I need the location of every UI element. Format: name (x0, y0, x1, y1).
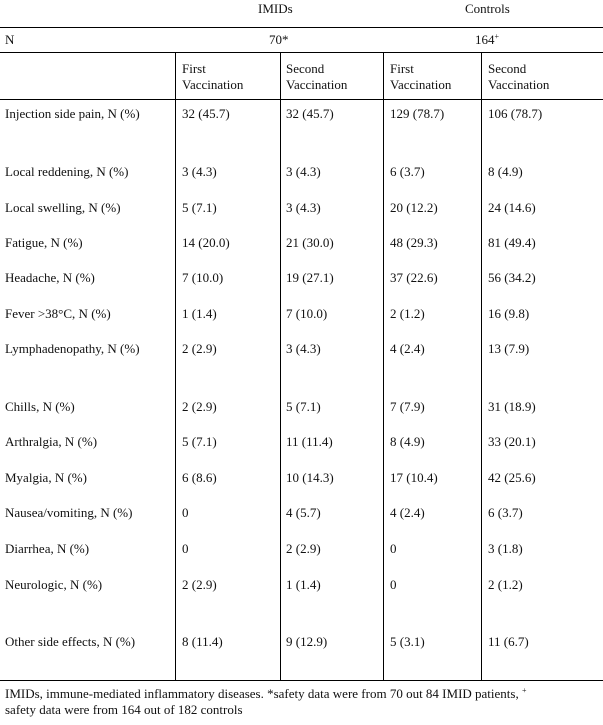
row-label: Fatigue, N (%) (5, 235, 83, 250)
cell-ctrl-second: 33 (20.1) (488, 434, 536, 449)
row-label: Local reddening, N (%) (5, 164, 129, 179)
row-label: Nausea/vomiting, N (%) (5, 505, 133, 520)
cell-imid-first: 32 (45.7) (182, 106, 230, 121)
cell-ctrl-first: 0 (390, 541, 397, 556)
cell-imid-first: 0 (182, 541, 189, 556)
cell-ctrl-first: 129 (78.7) (390, 106, 445, 121)
cell-ctrl-first: 8 (4.9) (390, 434, 425, 449)
group-header-controls: Controls (465, 1, 510, 16)
divider-1 (175, 53, 176, 680)
cell-ctrl-first: 20 (12.2) (390, 200, 438, 215)
rule-bottom (0, 680, 603, 681)
cell-ctrl-first: 4 (2.4) (390, 505, 425, 520)
row-label: Headache, N (%) (5, 270, 95, 285)
cell-imid-second: 9 (12.9) (286, 634, 328, 649)
footnote-superscript: + (521, 686, 527, 695)
cell-ctrl-second: 106 (78.7) (488, 106, 543, 121)
cell-ctrl-second: 11 (6.7) (488, 634, 529, 649)
col-ctrl-first-header (390, 61, 451, 93)
cell-imid-first: 2 (2.9) (182, 577, 217, 592)
cell-ctrl-second: 6 (3.7) (488, 505, 523, 520)
cell-ctrl-second: 24 (14.6) (488, 200, 536, 215)
rule-top (0, 27, 603, 28)
cell-ctrl-second: 31 (18.9) (488, 399, 536, 414)
rule-under-n (0, 52, 603, 53)
cell-ctrl-first: 0 (390, 577, 397, 592)
cell-ctrl-first: 37 (22.6) (390, 270, 438, 285)
cell-imid-first: 2 (2.9) (182, 341, 217, 356)
cell-imid-second: 7 (10.0) (286, 306, 328, 321)
cell-ctrl-second: 56 (34.2) (488, 270, 536, 285)
cell-imid-first: 2 (2.9) (182, 399, 217, 414)
row-label: Fever >38°C, N (%) (5, 306, 111, 321)
divider-4 (481, 53, 482, 680)
row-label: Myalgia, N (%) (5, 470, 87, 485)
col-ctrl-first-line1: First (390, 61, 414, 76)
cell-imid-second: 2 (2.9) (286, 541, 321, 556)
row-label: Lymphadenopathy, N (%) (5, 341, 140, 356)
cell-imid-second: 11 (11.4) (286, 434, 333, 449)
col-imid-second-line2: Vaccination (286, 77, 348, 92)
footnote-part1: IMIDs, immune-mediated inflammatory diseases. *safety data were from 70 out 84 IMID patients, (5, 686, 522, 701)
cell-imid-second: 1 (1.4) (286, 577, 321, 592)
cell-imid-second: 21 (30.0) (286, 235, 334, 250)
col-imid-first-header (182, 61, 243, 93)
cell-ctrl-first: 4 (2.4) (390, 341, 425, 356)
cell-ctrl-first: 2 (1.2) (390, 306, 425, 321)
n-controls-superscript: + (494, 32, 500, 41)
cell-ctrl-first: 5 (3.1) (390, 634, 425, 649)
col-ctrl-second-line1: Second (488, 61, 527, 76)
cell-imid-second: 3 (4.3) (286, 200, 321, 215)
row-label: Other side effects, N (%) (5, 634, 136, 649)
n-label: N (5, 32, 15, 47)
cell-imid-first: 3 (4.3) (182, 164, 217, 179)
col-ctrl-second-line2: Vaccination (488, 77, 550, 92)
cell-imid-second: 3 (4.3) (286, 341, 321, 356)
row-label: Local swelling, N (%) (5, 200, 121, 215)
cell-ctrl-first: 17 (10.4) (390, 470, 438, 485)
cell-imid-first: 8 (11.4) (182, 634, 223, 649)
cell-imid-first: 0 (182, 505, 189, 520)
cell-ctrl-second: 2 (1.2) (488, 577, 523, 592)
cell-imid-second: 19 (27.1) (286, 270, 334, 285)
rule-under-columns (0, 99, 603, 100)
row-label: Arthralgia, N (%) (5, 434, 98, 449)
cell-imid-second: 10 (14.3) (286, 470, 334, 485)
row-label: Chills, N (%) (5, 399, 75, 414)
row-label: Diarrhea, N (%) (5, 541, 90, 556)
cell-imid-first: 5 (7.1) (182, 200, 217, 215)
divider-3 (383, 53, 384, 680)
cell-ctrl-first: 7 (7.9) (390, 399, 425, 414)
cell-ctrl-second: 81 (49.4) (488, 235, 536, 250)
col-imid-first-line1: First (182, 61, 206, 76)
col-imid-second-line1: Second (286, 61, 325, 76)
col-ctrl-second-header (488, 61, 549, 93)
col-imid-first-line2: Vaccination (182, 77, 244, 92)
col-ctrl-first-line2: Vaccination (390, 77, 452, 92)
cell-ctrl-first: 48 (29.3) (390, 235, 438, 250)
n-controls (475, 32, 499, 48)
cell-imid-first: 14 (20.0) (182, 235, 230, 250)
cell-ctrl-second: 42 (25.6) (488, 470, 536, 485)
cell-imid-first: 6 (8.6) (182, 470, 217, 485)
cell-imid-second: 32 (45.7) (286, 106, 334, 121)
footnote-part2: safety data were from 164 out of 182 controls (5, 702, 243, 717)
row-label: Neurologic, N (%) (5, 577, 103, 592)
n-imids: 70* (269, 32, 289, 47)
divider-2 (280, 53, 281, 680)
cell-ctrl-second: 13 (7.9) (488, 341, 530, 356)
cell-imid-second: 5 (7.1) (286, 399, 321, 414)
group-header-imids: IMIDs (258, 1, 293, 16)
row-label: Injection side pain, N (%) (5, 106, 140, 121)
cell-imid-first: 5 (7.1) (182, 434, 217, 449)
cell-imid-first: 7 (10.0) (182, 270, 224, 285)
col-imid-second-header (286, 61, 347, 93)
cell-imid-second: 4 (5.7) (286, 505, 321, 520)
cell-ctrl-first: 6 (3.7) (390, 164, 425, 179)
n-controls-value: 164 (475, 32, 495, 47)
cell-imid-second: 3 (4.3) (286, 164, 321, 179)
table-footnote (5, 686, 600, 718)
cell-ctrl-second: 3 (1.8) (488, 541, 523, 556)
cell-ctrl-second: 16 (9.8) (488, 306, 530, 321)
cell-ctrl-second: 8 (4.9) (488, 164, 523, 179)
cell-imid-first: 1 (1.4) (182, 306, 217, 321)
